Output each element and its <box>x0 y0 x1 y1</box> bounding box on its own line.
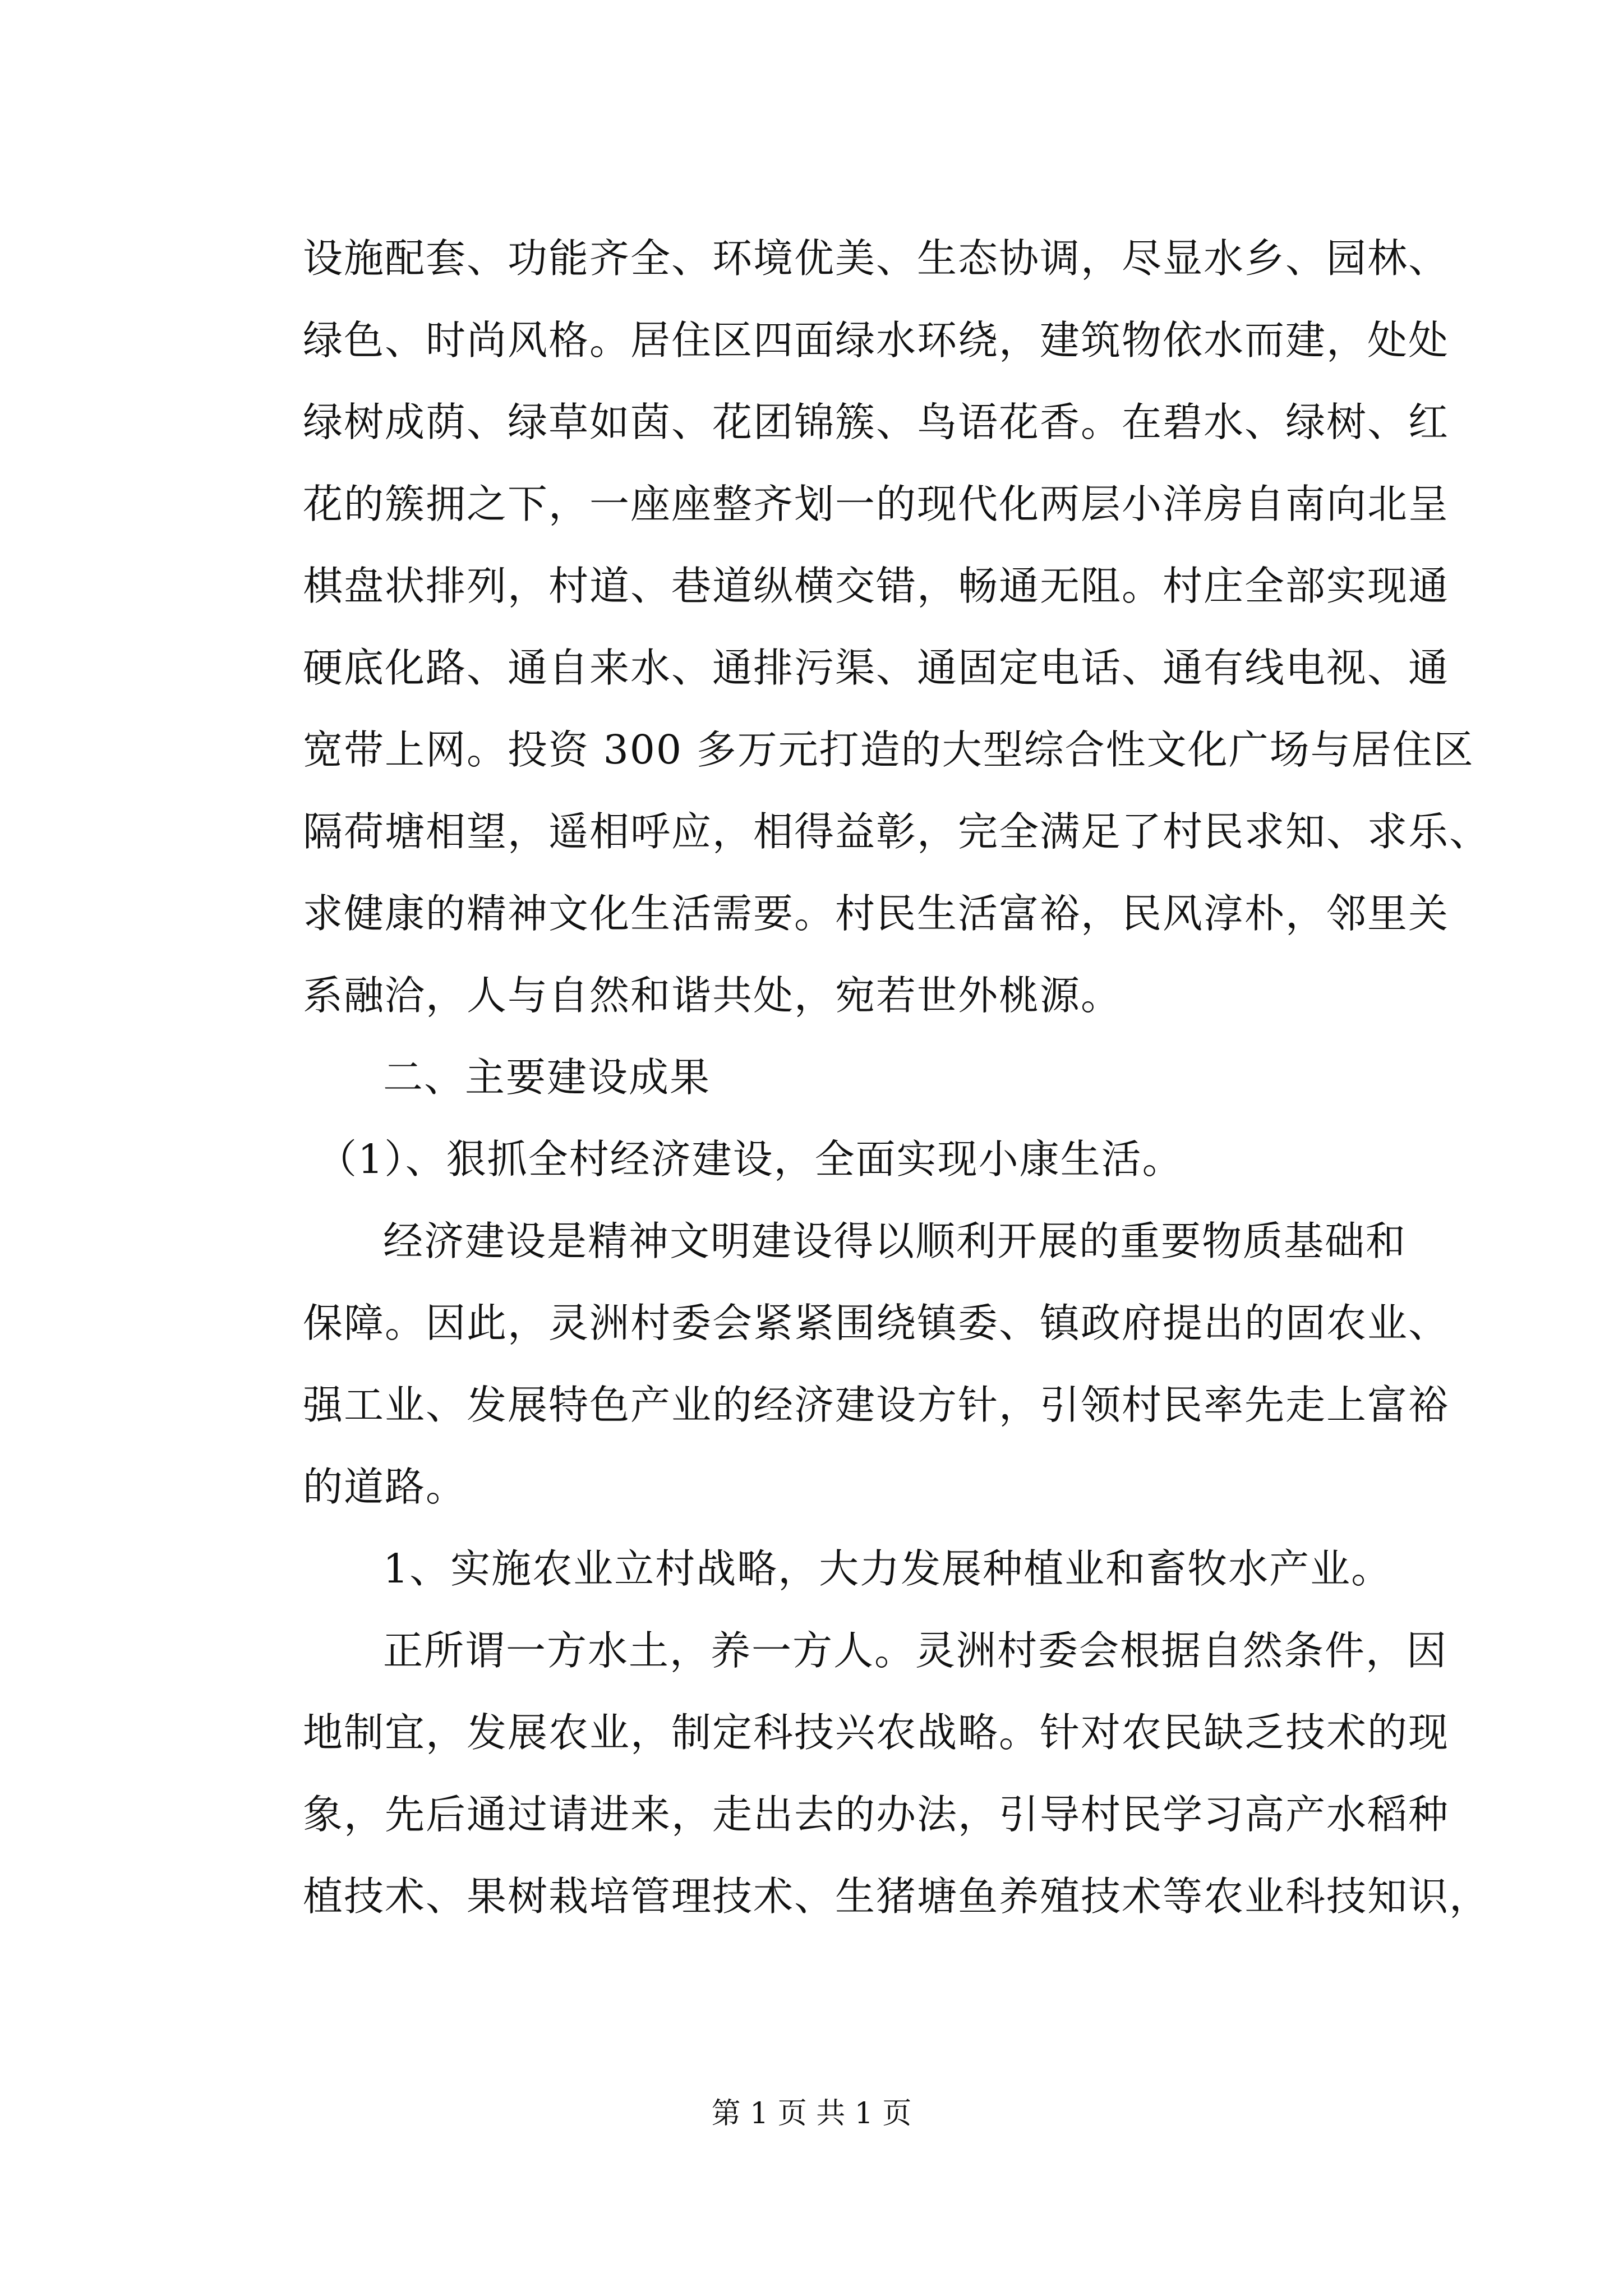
item-heading: 1、实施农业立村战略，大力发展种植业和畜牧水产业。 <box>383 1545 1393 1592</box>
body-line: 设施配套、功能齐全、环境优美、生态协调，尽显水乡、园林、 <box>303 235 1450 282</box>
body-line: 求健康的精神文化生活需要。村民生活富裕，民风淳朴，邻里关 <box>303 890 1450 937</box>
body-line: 地制宜，发展农业，制定科技兴农战略。针对农民缺乏技术的现 <box>303 1709 1450 1756</box>
body-line: 植技术、果树栽培管理技术、生猪塘鱼养殖技术等农业科技知识， <box>303 1873 1491 1920</box>
body-line: 绿树成荫、绿草如茵、花团锦簇、鸟语花香。在碧水、绿树、红 <box>303 399 1450 445</box>
body-line: 棋盘状排列，村道、巷道纵横交错，畅通无阻。村庄全部实现通 <box>303 563 1450 609</box>
section-heading: 二、主要建设成果 <box>383 1054 711 1101</box>
body-line: 绿色、时尚风格。居住区四面绿水环绕，建筑物依水而建，处处 <box>303 317 1450 364</box>
body-line: 象，先后通过请进来，走出去的办法，引导村民学习高产水稻种 <box>303 1791 1450 1838</box>
body-line: 宽带上网。投资 300 多万元打造的大型综合性文化广场与居住区 <box>303 726 1474 773</box>
body-line: 强工业、发展特色产业的经济建设方针，引领村民率先走上富裕 <box>303 1382 1450 1428</box>
body-line: 系融洽，人与自然和谐共处，宛若世外桃源。 <box>303 972 1122 1019</box>
body-line: 经济建设是精神文明建设得以顺利开展的重要物质基础和 <box>383 1218 1407 1264</box>
body-line: 的道路。 <box>303 1464 467 1510</box>
body-line: 硬底化路、通自来水、通排污渠、通固定电话、通有线电视、通 <box>303 645 1450 691</box>
body-line: 保障。因此，灵洲村委会紧紧围绕镇委、镇政府提出的固农业、 <box>303 1300 1450 1346</box>
body-line: 正所谓一方水土，养一方人。灵洲村委会根据自然条件，因 <box>383 1627 1448 1674</box>
subsection-heading: （1）、狠抓全村经济建设，全面实现小康生活。 <box>317 1136 1183 1182</box>
document-body <box>303 218 1491 1938</box>
body-line: 花的簇拥之下，一座座整齐划一的现代化两层小洋房自南向北呈 <box>303 481 1450 527</box>
page-footer: 第 1 页 共 1 页 <box>711 2097 912 2131</box>
body-line: 隔荷塘相望，遥相呼应，相得益彰，完全满足了村民求知、求乐、 <box>303 808 1491 855</box>
